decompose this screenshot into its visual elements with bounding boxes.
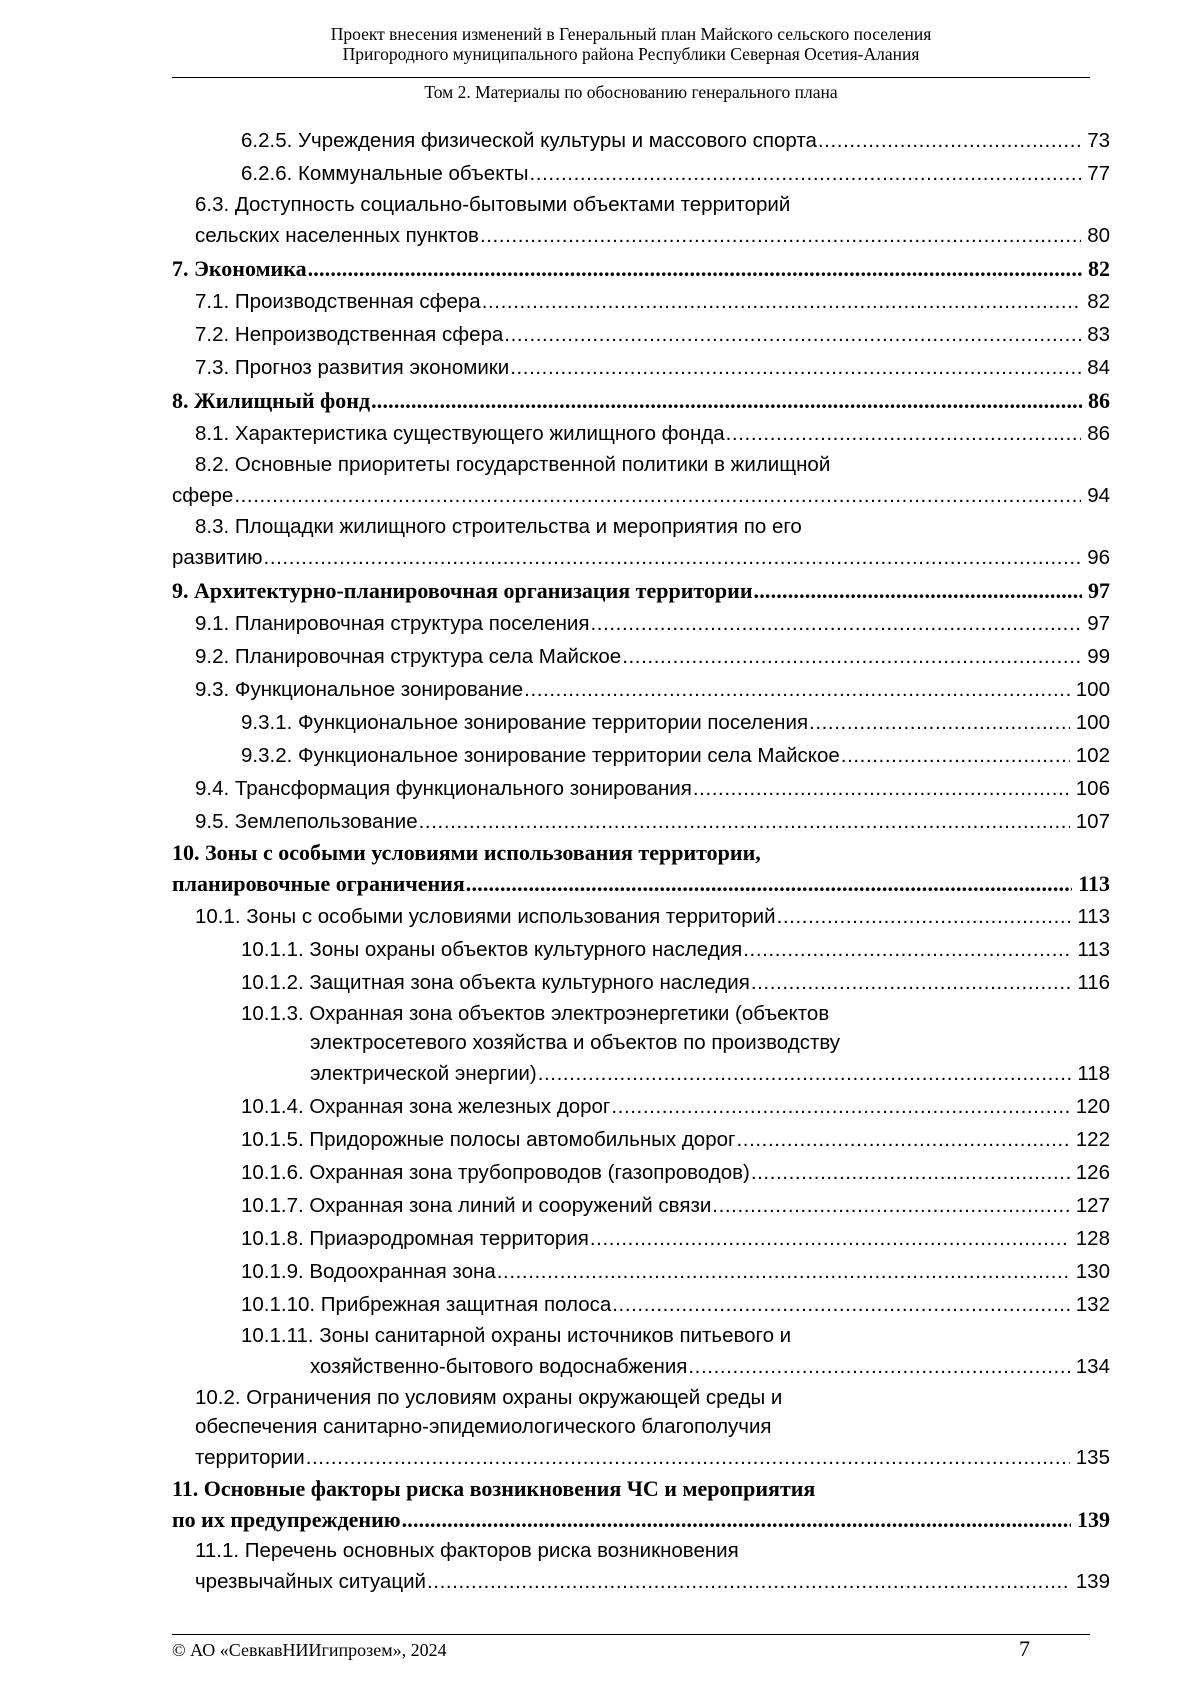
toc-entry[interactable] xyxy=(195,190,1110,252)
toc-chapter[interactable] xyxy=(172,574,1110,607)
toc-entry-title: 10.1.10. Прибрежная защитная полоса xyxy=(241,1293,612,1316)
toc-page-number: 86 xyxy=(1088,388,1110,413)
toc-page-number: 139 xyxy=(1077,1507,1110,1532)
toc-entry[interactable] xyxy=(241,1156,1110,1189)
toc-page-number: 96 xyxy=(1087,546,1110,569)
toc-leader-dots xyxy=(590,607,1081,640)
toc-page-number: 118 xyxy=(1077,1062,1110,1085)
toc-leader-dots xyxy=(480,219,1081,252)
toc-entry-title: 10.1.2. Защитная зона объекта культурного наследия xyxy=(241,971,750,994)
toc-entry-title-cont: обеспечения санитарно-эпидемиологического благополучия xyxy=(195,1415,772,1438)
toc-leader-dots xyxy=(402,1503,1071,1536)
toc-leader-dots xyxy=(688,1350,1069,1383)
toc-chapter[interactable] xyxy=(172,384,1110,417)
toc-entry-title: 7.3. Прогноз развития экономики xyxy=(195,356,510,379)
toc-entry-title-cont: хозяйственно-бытового водоснабжения xyxy=(310,1355,688,1378)
toc-page-number: 102 xyxy=(1075,744,1110,767)
toc-page-number: 82 xyxy=(1087,290,1110,313)
toc-page-number: 122 xyxy=(1075,1128,1110,1151)
toc-leader-dots xyxy=(751,1156,1070,1189)
toc-page-number: 107 xyxy=(1075,810,1110,833)
toc-leader-dots xyxy=(510,351,1081,384)
header-line-2: Пригородного муниципального района Республики Северная Осетия-Алания xyxy=(342,44,920,64)
toc-entry-title: 10.1. Зоны с особыми условиями использования территорий xyxy=(195,905,776,928)
toc-entry[interactable] xyxy=(195,351,1110,384)
toc-entry-title: 6.3. Доступность социально-бытовыми объектами территорий xyxy=(195,193,791,216)
toc-entry-title: 10.1.1. Зоны охраны объектов культурного наследия xyxy=(241,938,743,961)
toc-leader-dots xyxy=(466,867,1072,900)
toc-entry-title: 6.2.5. Учреждения физической культуры и массового спорта xyxy=(241,129,817,152)
toc-entry-title-cont: электрической энергии) xyxy=(310,1062,537,1085)
toc-page-number: 80 xyxy=(1087,224,1110,247)
toc-leader-dots xyxy=(264,541,1082,574)
toc-entry-title: 10.1.8. Приаэродромная территория xyxy=(241,1227,589,1250)
toc-entry-title: 10.1.7. Охранная зона линий и сооружений связи xyxy=(241,1194,712,1217)
toc-page-number: 82 xyxy=(1088,256,1110,281)
toc-entry[interactable] xyxy=(241,1255,1110,1288)
toc-entry[interactable] xyxy=(241,1222,1110,1255)
toc-entry[interactable] xyxy=(195,673,1110,706)
toc-page-number: 113 xyxy=(1077,938,1110,961)
toc-leader-dots xyxy=(777,900,1072,933)
toc-entry-title-cont: электросетевого хозяйства и объектов по производству xyxy=(310,1031,841,1054)
footer-divider xyxy=(172,1634,1090,1635)
toc-leader-dots xyxy=(754,574,1083,607)
toc-page-number: 127 xyxy=(1075,1194,1110,1217)
toc-entry[interactable] xyxy=(195,900,1110,933)
toc-entry-title: 9.1. Планировочная структура поселения xyxy=(195,612,590,635)
toc-entry[interactable] xyxy=(241,1321,1110,1383)
toc-leader-dots xyxy=(530,157,1082,190)
toc-entry-title: 10.2. Ограничения по условиям охраны окружающей среды и xyxy=(195,1386,783,1409)
toc-leader-dots xyxy=(693,772,1070,805)
toc-leader-dots xyxy=(482,285,1081,318)
toc-chapter-title-cont: по их предупреждению xyxy=(172,1507,401,1532)
toc-entry-title: 9.3.1. Функциональное зонирование территории поселения xyxy=(241,711,809,734)
toc-entry-title: 11.1. Перечень основных факторов риска возникновения xyxy=(195,1539,739,1562)
toc-leader-dots xyxy=(726,417,1082,450)
toc-page-number: 132 xyxy=(1075,1293,1110,1316)
toc-page-number: 135 xyxy=(1075,1446,1110,1469)
toc-entry-title: 10.1.4. Охранная зона железных дорог xyxy=(241,1095,611,1118)
header-divider xyxy=(172,77,1090,78)
toc-chapter-title: 10. Зоны с особыми условиями использования территории, xyxy=(172,840,761,865)
toc-leader-dots xyxy=(371,384,1082,417)
toc-leader-dots xyxy=(419,805,1070,838)
toc-page-number: 106 xyxy=(1075,777,1110,800)
toc-leader-dots xyxy=(497,1255,1070,1288)
toc-leader-dots xyxy=(612,1288,1070,1321)
toc-page-number: 83 xyxy=(1087,323,1110,346)
toc-entry-title-cont: территории xyxy=(195,1446,305,1469)
toc-entry[interactable] xyxy=(241,966,1110,999)
toc-page-number: 116 xyxy=(1077,971,1110,994)
toc-page-number: 97 xyxy=(1087,612,1110,635)
toc-entry[interactable] xyxy=(195,417,1110,450)
page-number: 7 xyxy=(1019,1636,1030,1661)
toc-entry-title: 10.1.5. Придорожные полосы автомобильных дорог xyxy=(241,1128,736,1151)
document-header xyxy=(172,24,1090,64)
toc-page-number: 126 xyxy=(1075,1161,1110,1184)
toc-page-number: 86 xyxy=(1087,422,1110,445)
toc-leader-dots xyxy=(841,739,1070,772)
toc-entry[interactable] xyxy=(195,640,1110,673)
toc-entry-title-cont: сельских населенных пунктов xyxy=(195,224,479,247)
toc-chapter[interactable] xyxy=(172,252,1110,285)
toc-entry-title: 9.2. Планировочная структура села Майское xyxy=(195,645,622,668)
toc-entry[interactable] xyxy=(241,124,1110,157)
toc-leader-dots xyxy=(736,1123,1069,1156)
toc-entry-title: 9.4. Трансформация функционального зонирования xyxy=(195,777,692,800)
toc-page-number: 100 xyxy=(1075,711,1110,734)
toc-entry[interactable] xyxy=(195,1383,1110,1474)
toc-page-number: 100 xyxy=(1075,678,1110,701)
toc-page-number: 139 xyxy=(1075,1570,1110,1593)
toc-entry-title: 9.3. Функциональное зонирование xyxy=(195,678,524,701)
toc-entry-title: 10.1.3. Охранная зона объектов электроэнергетики (объектов xyxy=(241,1002,830,1025)
toc-leader-dots xyxy=(751,966,1071,999)
toc-leader-dots xyxy=(809,706,1070,739)
toc-page-number: 97 xyxy=(1088,578,1110,603)
toc-page-number: 73 xyxy=(1087,129,1110,152)
toc-chapter-title: 8. Жилищный фонд xyxy=(172,388,371,413)
toc-leader-dots xyxy=(306,1441,1070,1474)
toc-entry-title: 8.1. Характеристика существующего жилищного фонда xyxy=(195,422,725,445)
toc-leader-dots xyxy=(818,124,1081,157)
toc-page-number: 130 xyxy=(1075,1260,1110,1283)
toc-entry[interactable] xyxy=(241,1288,1110,1321)
toc-entry[interactable] xyxy=(195,772,1110,805)
toc-entry-title-cont: чрезвычайных ситуаций xyxy=(195,1570,426,1593)
toc-entry-title: 7.1. Производственная сфера xyxy=(195,290,481,313)
toc-entry[interactable] xyxy=(172,512,1110,574)
table-of-contents xyxy=(172,124,1110,1598)
toc-entry-title: 8.3. Площадки жилищного строительства и мероприятия по его xyxy=(195,515,802,538)
toc-page-number: 84 xyxy=(1087,356,1110,379)
toc-entry[interactable] xyxy=(241,706,1110,739)
toc-page-number: 128 xyxy=(1075,1227,1110,1250)
toc-leader-dots xyxy=(712,1189,1069,1222)
toc-page-number: 77 xyxy=(1087,162,1110,185)
toc-entry[interactable] xyxy=(241,157,1110,190)
toc-entry-title: 10.1.9. Водоохранная зона xyxy=(241,1260,496,1283)
toc-leader-dots xyxy=(234,479,1081,512)
toc-leader-dots xyxy=(524,673,1070,706)
volume-title: Том 2. Материалы по обоснованию генерального плана xyxy=(424,82,838,102)
toc-entry[interactable] xyxy=(241,999,1110,1090)
toc-entry-title: 7.2. Непроизводственная сфера xyxy=(195,323,504,346)
toc-leader-dots xyxy=(538,1057,1072,1090)
toc-leader-dots xyxy=(743,933,1071,966)
toc-entry[interactable] xyxy=(241,1189,1110,1222)
toc-entry[interactable] xyxy=(195,1536,1110,1598)
toc-leader-dots xyxy=(308,252,1082,285)
toc-entry-title: 10.1.6. Охранная зона трубопроводов (газопроводов) xyxy=(241,1161,750,1184)
toc-chapter[interactable] xyxy=(172,838,1110,900)
toc-leader-dots xyxy=(504,318,1081,351)
toc-chapter-title: 9. Архитектурно-планировочная организация территории xyxy=(172,578,753,603)
toc-chapter-title: 11. Основные факторы риска возникновения ЧС и мероприятия xyxy=(172,1476,816,1501)
toc-entry[interactable] xyxy=(195,285,1110,318)
toc-page-number: 99 xyxy=(1087,645,1110,668)
toc-entry-title: 9.5. Землепользование xyxy=(195,810,418,833)
toc-entry-title: 8.2. Основные приоритеты государственной политики в жилищной xyxy=(195,453,831,476)
header-line-1: Проект внесения изменений в Генеральный план Майского сельского поселения xyxy=(330,24,932,44)
toc-page-number: 134 xyxy=(1075,1355,1110,1378)
toc-entry[interactable] xyxy=(195,805,1110,838)
toc-leader-dots xyxy=(590,1222,1070,1255)
toc-entry[interactable] xyxy=(241,739,1110,772)
footer-copyright: © АО «СевкавНИИгипрозем», 2024 xyxy=(172,1640,447,1660)
toc-page-number: 94 xyxy=(1087,484,1110,507)
toc-entry-title: 6.2.6. Коммунальные объекты xyxy=(241,162,529,185)
toc-entry-title: 9.3.2. Функциональное зонирование территории села Майское xyxy=(241,744,840,767)
toc-entry[interactable] xyxy=(241,933,1110,966)
toc-entry-title-cont: сфере xyxy=(172,484,234,507)
toc-leader-dots xyxy=(622,640,1081,673)
toc-page-number: 113 xyxy=(1077,905,1110,928)
toc-entry-title-cont: развитию xyxy=(172,546,263,569)
toc-leader-dots xyxy=(611,1090,1069,1123)
toc-entry[interactable] xyxy=(241,1090,1110,1123)
toc-entry[interactable] xyxy=(172,450,1110,512)
toc-entry[interactable] xyxy=(195,318,1110,351)
toc-entry[interactable] xyxy=(241,1123,1110,1156)
toc-chapter-title-cont: планировочные ограничения xyxy=(172,871,465,896)
toc-leader-dots xyxy=(427,1565,1070,1598)
toc-chapter-title: 7. Экономика xyxy=(172,256,307,281)
toc-entry-title: 10.1.11. Зоны санитарной охраны источников питьевого и xyxy=(241,1324,792,1347)
toc-page-number: 113 xyxy=(1078,871,1110,896)
toc-page-number: 120 xyxy=(1075,1095,1110,1118)
toc-entry[interactable] xyxy=(195,607,1110,640)
toc-chapter[interactable] xyxy=(172,1474,1110,1536)
